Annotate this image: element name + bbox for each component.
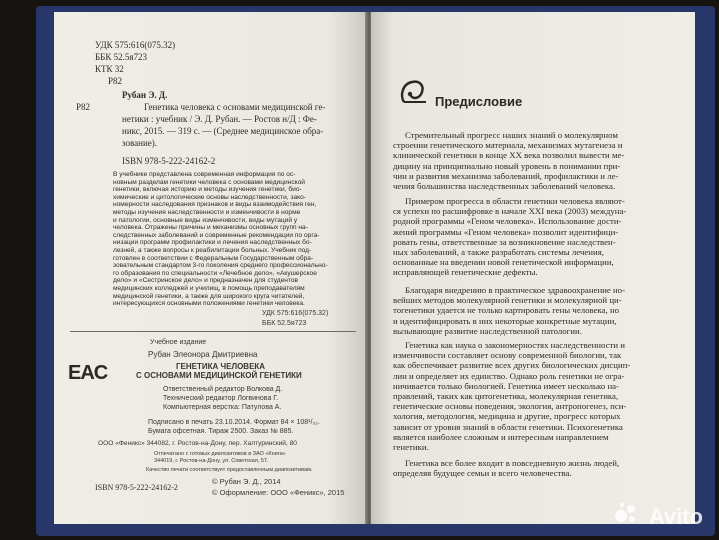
preface-paragraph (393, 285, 625, 336)
preface-line: родной программы «Геном человека». Использование дости- (393, 216, 622, 227)
preface-line: ных заболеваний, а также разработать системы лечения, (393, 247, 604, 258)
abstract-paragraph (113, 171, 328, 308)
copyright-line: © Оформление: ООО «Феникс», 2015 (212, 488, 345, 497)
abstract-line: и патологии, основные виды изменчивости, виды мутаций у (113, 216, 298, 224)
abstract-line: номерности наследования признаков и виды взаимодействия ген, (113, 201, 317, 209)
publisher-address: ООО «Феникс» 344082, г. Ростов-на-Дону, пер. Халтуринский, 80 (98, 440, 297, 447)
staff-line: Компьютерная верстка: Патулова А. (163, 404, 282, 411)
biblio-line: никс, 2015. — 319 с. — (Среднее медицинское обра- (122, 126, 324, 136)
preface-line: основанные на введении новой генетической информации, (393, 257, 614, 268)
divider (70, 331, 356, 332)
abstract-line: лезней, а также вопросы к реабилитации больных. Учебник под- (113, 246, 312, 254)
abstract-line: новным разделам генетики человека с основами медицинской (113, 178, 305, 186)
abstract-line: методы изучения наследственности и изменчивости в норме (113, 208, 301, 216)
preface-line: Стремительный прогресс наших знаний о молекулярном (405, 130, 618, 140)
abstract-line: человека. Отражены причины и механизмы основных групп на- (113, 224, 308, 232)
preface-line: строении генетического материала, механизмах мутагенеза и (393, 140, 623, 151)
abstract-line: следственных заболеваний и современные рекомендации по орга- (113, 231, 320, 239)
quality-note: Качество печати соответствует предоставленным диапозитивам. (146, 467, 313, 473)
preface-line: Генетика все более входит в повседневную жизнь людей, (405, 458, 620, 468)
abstract-line: генетики, включая историю и методы изучения генетики, био- (113, 186, 302, 194)
preface-line: генетические основы поведения, экология, антропогенез, пси- (393, 401, 627, 412)
abstract-line: го образования по специальности «Лечебное дело», «Акушерское (113, 269, 317, 277)
preface-line: хология, методология, медицина и другие, прогресс которых (393, 411, 621, 422)
book-title-line: С ОСНОВАМИ МЕДИЦИНСКОЙ ГЕНЕТИКИ (136, 371, 302, 380)
preface-line: чения большинства наследственных заболеваний человека. (393, 181, 616, 192)
preface-line: тогенетики удается не только картировать гены человека, но (393, 305, 620, 316)
staff-line: Технический редактор Логвинова Г. (163, 395, 279, 402)
preface-line: клинической генетики в конце XX века позволил вывести ме- (393, 150, 625, 161)
author-full-name: Рубан Элеонора Дмитриевна (148, 350, 258, 359)
copyright-line: © Рубан Э. Д., 2014 (212, 477, 281, 486)
abstract-line: В учебнике представлена современная информация по ос- (113, 171, 296, 178)
biblio-line: Генетика человека с основами медицинской ге- (144, 102, 326, 112)
preface-line: ничивается только биологией. Генетика имеет несколько на- (393, 380, 619, 391)
print-info-line: Бумага офсетная. Тираж 2500. Заказ № 885. (148, 428, 294, 435)
abstract-line: низации программ профилактики и лечения наследственных бо- (113, 239, 312, 247)
preface-line: жений программы «Геном человека» позволит идентифици- (393, 226, 619, 237)
biblio-line: нетики : учебник / Э. Д. Рубан. — Ростов н/Д : Фе- (122, 114, 317, 124)
biblio-author: Рубан Э. Д. (122, 90, 168, 100)
avito-logo-icon (613, 500, 639, 526)
abstract-line: медицинской генетики, а также для широкого круга читателей, (113, 292, 305, 300)
preface-line: зависит от уровня знаний в области генетики. Психогенетика (393, 421, 623, 432)
preface-line: чин и развития механизма заболеваний, профилактики и ле- (393, 170, 619, 181)
preface-line: Благодаря внедрению в практическое здравоохранение но- (405, 285, 625, 295)
preface-line: и идентифицировать в них некоторые конкретные мутации, (393, 315, 617, 326)
preface-line: как обеспечивает развитие всех других биологических дисцип- (393, 360, 631, 371)
bbk-repeat: ББК 52.5я723 (262, 320, 307, 327)
abstract-line: химические и цитологические основы наследственности, зако- (113, 193, 306, 201)
udk-repeat: УДК 575:616(075.32) (262, 310, 329, 317)
preface-paragraph (393, 196, 626, 278)
preface-paragraph (393, 340, 630, 452)
ktk-code: КТК 32 (95, 64, 124, 74)
preface-line: ся успехи по расшифровке в начале XXI века (2003) междуна- (393, 206, 627, 217)
print-house-line: 344019, г. Ростов-на-Дону, ул. Советская, 57. (154, 458, 269, 464)
preface-line: правлений, таких как цитогенетика, молекулярная генетика, (393, 391, 619, 402)
print-info-line: Подписано в печать 23.10.2014. Формат 84 × 108¹/₃₂. (148, 419, 320, 426)
abstract-line: готовлен в соответствии с Федеральным Государственным обра- (113, 254, 314, 262)
preface-line: является наиболее сложным и интересным направлением (393, 431, 609, 442)
abstract-line: дело» и «Сестринское дело» и предназначен для студентов (113, 277, 299, 285)
preface-line: вейших методов молекулярной генетики и молекулярной ци- (393, 295, 622, 306)
biblio-line: зование). (122, 138, 158, 148)
preface-heading: Предисловие (435, 94, 523, 109)
preface-line: Примером прогресса в области генетики человека являют- (405, 196, 625, 206)
preface-line: изменчивости составляет основу современной биологии, так (393, 350, 622, 361)
avito-watermark: Avito (648, 504, 703, 529)
preface-line: генетики. (393, 442, 429, 453)
preface-paragraph (393, 130, 624, 191)
udk-code: УДК 575:616(075.32) (95, 40, 176, 50)
isbn-bottom: ISBN 978-5-222-24162-2 (95, 483, 178, 492)
eac-certification-mark: EAC (68, 362, 108, 384)
preface-line: вызывающие развитие наследственной патологии. (393, 325, 582, 336)
book-title-line: ГЕНЕТИКА ЧЕЛОВЕКА (176, 362, 266, 371)
author-mark: Р82 (108, 76, 123, 86)
preface-line: исправляющей генетические дефекты. (393, 267, 538, 278)
preface-line: Генетика как наука о закономерностях наследственности и (405, 340, 625, 350)
print-house-line: Отпечатано с готовых диапозитивов в ЗАО «Книга» (154, 451, 286, 457)
abstract-line: интересующихся основными положениями генетики человека. (113, 300, 305, 308)
preface-line: определяя будущее семьи и всего человечества. (393, 468, 572, 479)
abstract-line: медицинских колледжей и училищ, в помощь преподавателям (113, 284, 305, 292)
stethoscope-logo-icon (396, 72, 436, 112)
edition-type: Учебное издание (150, 339, 207, 346)
isbn-top: ISBN 978-5-222-24162-2 (122, 156, 216, 166)
preface-line: ровать гены, ответственные за возникновение наследствен- (393, 236, 616, 247)
preface-paragraph (393, 458, 619, 478)
preface-line: дицину на принципиально новый уровень в понимании при- (393, 160, 621, 171)
biblio-code: Р82 (76, 102, 91, 112)
staff-line: Ответственный редактор Волкова Д. (163, 386, 283, 393)
abstract-line: зовательным стандартом 3-го поколения среднего профессионально- (113, 262, 328, 270)
bbk-code: ББК 52.5я723 (95, 52, 147, 62)
preface-line: лин и определяет их единство. Однако роль генетики не огра- (393, 370, 625, 381)
